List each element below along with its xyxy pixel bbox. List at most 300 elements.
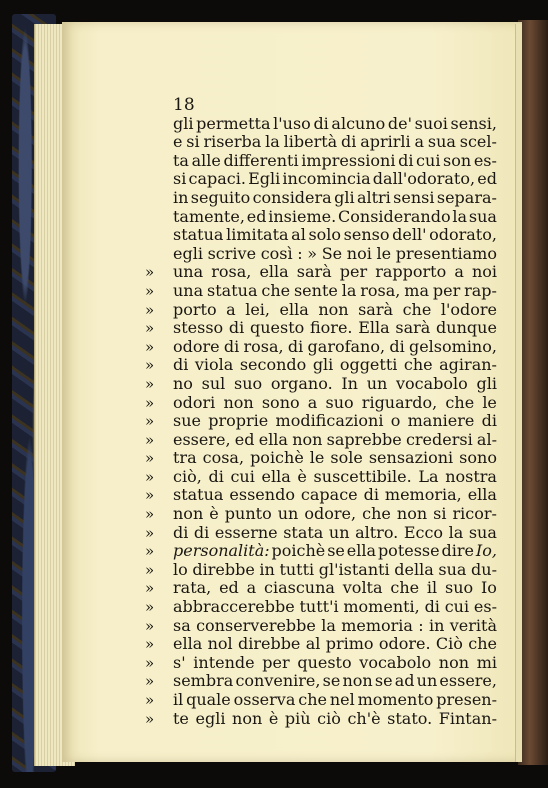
word: non — [292, 429, 323, 449]
word: Ecco — [403, 522, 444, 542]
quote-mark: » — [145, 560, 155, 579]
word: egli — [195, 708, 226, 728]
body-text — [145, 96, 497, 728]
word: intende — [193, 652, 255, 672]
word: solo — [308, 225, 342, 245]
text-line — [145, 690, 497, 710]
word: che — [390, 578, 420, 598]
word: aprirli — [360, 132, 411, 152]
word: punto — [224, 504, 272, 524]
word: riserba — [203, 132, 262, 152]
word: sarà — [358, 299, 394, 319]
word: non — [342, 671, 373, 691]
word: cui — [416, 150, 441, 170]
word: capaci. — [188, 169, 246, 189]
word: saprebbe — [326, 429, 402, 449]
word: di — [223, 336, 240, 356]
page-fore-edge — [515, 24, 522, 762]
word: rata, — [173, 578, 212, 598]
word: di — [481, 411, 497, 431]
word: un — [277, 504, 299, 524]
text-line — [145, 299, 497, 320]
word: tutti — [279, 559, 315, 579]
quote-mark: » — [145, 709, 155, 728]
word: Ella — [358, 318, 390, 338]
quote-mark: » — [145, 467, 155, 486]
word: se — [322, 671, 341, 691]
word: di — [173, 355, 189, 375]
word: non — [438, 652, 470, 672]
word: du- — [471, 559, 497, 579]
word: di — [398, 150, 414, 170]
word: non — [232, 708, 263, 728]
text-line — [173, 189, 497, 208]
word: es- — [473, 597, 497, 617]
word: un — [328, 522, 350, 542]
word: si — [433, 504, 447, 524]
word: primo — [325, 634, 374, 654]
word: limitata — [226, 225, 289, 245]
word: è — [209, 504, 219, 524]
word: s' — [173, 652, 186, 672]
word: es- — [473, 150, 497, 170]
word: ma — [404, 280, 429, 300]
text-line — [145, 504, 497, 524]
text-line — [173, 170, 497, 189]
quote-mark: » — [145, 523, 155, 542]
word: gl'istanti — [318, 559, 390, 579]
word: di — [228, 318, 245, 338]
word: sensi, — [450, 113, 497, 133]
word: Ciò — [435, 634, 463, 654]
word: ch'è — [347, 708, 381, 728]
word: di — [208, 466, 224, 486]
word: le — [482, 392, 497, 412]
word: questo — [249, 318, 305, 338]
word: non — [173, 504, 204, 524]
word: la — [341, 280, 357, 300]
word: esserne — [214, 522, 278, 542]
word: è — [297, 466, 307, 486]
word: suo — [233, 373, 263, 393]
text-line — [145, 634, 497, 654]
quote-mark: » — [145, 542, 155, 561]
text-line — [173, 115, 497, 134]
word: ta — [173, 150, 189, 170]
word: dire — [441, 541, 474, 561]
word: rapporto — [375, 262, 447, 282]
text-line — [145, 280, 497, 301]
word: una — [173, 262, 204, 282]
quote-mark: » — [145, 449, 155, 468]
word: sono — [261, 392, 300, 412]
word: che — [362, 504, 391, 524]
word: son — [443, 150, 472, 170]
word: ella — [467, 485, 497, 505]
word: suo — [444, 578, 474, 598]
word: viola — [194, 355, 234, 375]
word: momento — [357, 690, 434, 709]
word: che — [468, 634, 497, 654]
word: per — [262, 652, 290, 672]
word: senso — [343, 225, 390, 245]
word: convenire, — [235, 671, 321, 691]
word: Io — [480, 578, 497, 598]
word: lo — [173, 559, 188, 579]
word: sono — [459, 448, 497, 468]
word: al — [305, 634, 321, 654]
word: la — [452, 206, 468, 226]
word: la — [265, 132, 280, 152]
word: essere, — [173, 429, 231, 449]
word: noi — [471, 262, 497, 282]
word: porto — [173, 299, 217, 319]
word: sue — [173, 411, 201, 431]
word: capace — [300, 485, 358, 505]
word: scel- — [459, 132, 497, 152]
word: a — [307, 392, 318, 412]
word: volta — [342, 578, 383, 598]
text-line — [173, 226, 497, 245]
word: che — [261, 280, 291, 300]
word: nostra — [445, 466, 497, 486]
word: non — [223, 392, 254, 412]
word: il — [426, 578, 438, 598]
text-line — [145, 559, 497, 580]
word: di — [313, 113, 329, 133]
word: ella — [258, 429, 288, 449]
word: egli — [173, 243, 203, 263]
word: direbbe — [237, 634, 301, 654]
word: non — [396, 504, 428, 524]
word: Considerando — [338, 206, 451, 226]
word: sua — [438, 559, 467, 579]
word: di — [389, 336, 405, 356]
word: sa — [173, 615, 191, 635]
word: differenti — [223, 150, 299, 170]
text-line — [145, 615, 497, 636]
word: oggetti — [339, 355, 398, 375]
quote-mark: » — [145, 598, 155, 617]
word: al — [291, 225, 306, 245]
quote-mark: » — [145, 430, 155, 449]
text-line — [145, 411, 497, 431]
word: odore, — [304, 504, 357, 524]
word: l'odore — [440, 299, 497, 319]
quote-mark: » — [145, 281, 155, 300]
word: un — [366, 373, 388, 393]
word: ricor- — [452, 504, 497, 524]
word: si — [173, 169, 187, 189]
word: de' — [387, 113, 413, 133]
word: cosa, — [202, 448, 245, 468]
word: sente — [293, 280, 338, 300]
word: mi — [476, 652, 497, 672]
word: sembra — [173, 671, 234, 691]
quote-mark: » — [145, 356, 155, 375]
word: tutt'i — [299, 597, 339, 617]
text-line — [173, 133, 497, 152]
text-line — [145, 466, 497, 487]
word: noi — [346, 243, 372, 263]
word: questo — [297, 652, 352, 672]
word: alle — [191, 150, 221, 170]
word: potesse — [377, 541, 440, 561]
word: suo — [325, 392, 354, 412]
word: rap- — [464, 280, 497, 300]
word: lei, — [245, 299, 270, 319]
quote-mark: » — [145, 635, 155, 654]
word: dunque — [436, 318, 497, 338]
word: gli — [334, 187, 355, 207]
word: ella — [279, 299, 309, 319]
word: proprie — [208, 411, 269, 431]
word: tra — [173, 448, 197, 468]
word: di — [173, 522, 189, 542]
word: impressioni — [301, 150, 396, 170]
word: ella — [346, 541, 377, 561]
word: sarà — [395, 318, 431, 338]
word: la — [321, 615, 336, 635]
quote-mark: » — [145, 672, 155, 691]
word: un — [416, 671, 438, 691]
word: odori — [173, 392, 216, 412]
word: le — [376, 243, 392, 263]
word: più — [284, 708, 311, 728]
word: tamente, — [173, 206, 245, 226]
word: di — [193, 522, 210, 542]
word: è — [268, 708, 279, 728]
word: se — [374, 671, 393, 691]
quote-mark: » — [145, 337, 155, 356]
word: di — [341, 132, 357, 152]
text-line — [173, 96, 497, 115]
word: credersi — [405, 429, 473, 449]
word: gli — [173, 113, 194, 133]
word: poichè — [250, 448, 304, 468]
word: La — [418, 466, 439, 486]
text-line — [145, 318, 497, 338]
word: conserverebbe — [196, 615, 316, 635]
word: nel — [329, 690, 355, 709]
word: te — [173, 708, 189, 728]
word: : — [418, 615, 424, 635]
word: vocabolo — [396, 373, 468, 393]
word: al- — [476, 429, 497, 449]
word: sarà — [296, 262, 332, 282]
text-line — [145, 522, 497, 543]
word: modificazioni — [275, 411, 384, 431]
word: suscettibile. — [313, 466, 412, 486]
quote-mark: » — [145, 579, 155, 598]
word: odore — [173, 336, 220, 356]
word: a — [246, 578, 257, 598]
word: odore. — [378, 634, 431, 654]
word: in — [259, 559, 275, 579]
quote-mark: » — [145, 319, 155, 338]
word: altri — [356, 187, 391, 207]
word: altro. — [355, 522, 399, 542]
text-line — [173, 245, 497, 264]
word: insieme. — [268, 206, 337, 226]
quote-mark: » — [145, 616, 155, 635]
word: sua — [468, 206, 497, 226]
back-cover — [518, 20, 548, 765]
word: agiran- — [439, 355, 497, 375]
word: alcuno — [331, 113, 386, 133]
word: quale — [186, 690, 231, 709]
quote-mark: » — [145, 691, 155, 709]
word: la — [448, 522, 464, 542]
word: a — [454, 262, 464, 282]
text-line — [145, 597, 497, 617]
word: personalità: — [173, 541, 270, 561]
word: poichè — [271, 541, 326, 561]
word: vocabolo — [359, 652, 432, 672]
word: fiore. — [309, 318, 353, 338]
text-line — [145, 541, 497, 561]
word: libertà — [283, 132, 338, 152]
word: che — [298, 690, 327, 709]
word: a — [226, 299, 236, 319]
word: nol — [207, 634, 233, 654]
word: ella — [173, 634, 203, 654]
text-line — [145, 708, 497, 729]
word: della — [394, 559, 434, 579]
word: le — [309, 448, 325, 468]
word: Fintan- — [438, 708, 497, 728]
word: » — [307, 243, 318, 263]
word: rosa, — [243, 336, 284, 356]
text-line — [145, 578, 497, 598]
word: garofano, — [307, 336, 386, 356]
page-number: 18 — [173, 95, 195, 115]
word: essere, — [439, 671, 497, 691]
word: abbraccerebbe — [173, 597, 295, 617]
word: statua — [207, 280, 258, 300]
word: sensazioni — [368, 448, 454, 468]
word: riguardo, — [361, 392, 438, 412]
word: Io, — [475, 541, 497, 561]
word: ed — [219, 578, 239, 598]
word: rosa, — [360, 280, 401, 300]
text-line — [145, 392, 497, 413]
quote-mark: » — [145, 412, 155, 431]
word: il — [173, 690, 184, 709]
word: dall'odorato, — [372, 169, 476, 189]
word: per — [432, 280, 461, 300]
word: gelsomino, — [408, 336, 497, 356]
word: ed — [246, 206, 267, 226]
word: essendo — [229, 485, 295, 505]
word: verità — [449, 615, 497, 635]
quote-mark: » — [145, 653, 155, 672]
word: incomincia — [282, 169, 371, 189]
text-line — [145, 485, 497, 505]
word: memoria — [341, 615, 413, 635]
word: statua — [173, 225, 224, 245]
word: ed — [234, 429, 255, 449]
word: organo. — [270, 373, 333, 393]
word: sua — [427, 132, 456, 152]
text-line — [145, 652, 497, 673]
text-line — [145, 336, 497, 357]
word: maniere — [407, 411, 475, 431]
word: ciò, — [173, 466, 202, 486]
quote-mark: » — [145, 505, 155, 524]
word: in — [429, 615, 445, 635]
word: ella — [259, 262, 289, 282]
word: momenti, — [343, 597, 420, 617]
text-line — [145, 448, 497, 468]
word: dell' — [392, 225, 427, 245]
text-line — [145, 373, 497, 394]
word: memoria, — [384, 485, 462, 505]
text-line — [145, 355, 497, 375]
word: In — [341, 373, 358, 393]
quote-mark: » — [145, 300, 155, 319]
word: : — [297, 243, 303, 263]
word: ad — [394, 671, 415, 691]
word: direbbe — [192, 559, 255, 579]
word: statua — [173, 485, 224, 505]
word: osserva — [233, 690, 296, 709]
text-line — [173, 152, 497, 171]
word: cui — [444, 597, 470, 617]
word: secondo — [239, 355, 307, 375]
word: gli — [476, 373, 497, 393]
quote-mark: » — [145, 263, 155, 282]
word: si — [186, 132, 200, 152]
quote-mark: » — [145, 374, 155, 393]
word: di — [363, 485, 379, 505]
word: sensi — [393, 187, 435, 207]
word: e — [173, 132, 183, 152]
word: seguito — [190, 187, 251, 207]
word: stata — [283, 522, 324, 542]
text-line — [145, 262, 497, 282]
word: gli — [312, 355, 334, 375]
word: rosa, — [211, 262, 252, 282]
word: stato. — [387, 708, 433, 728]
word: presen- — [436, 690, 497, 709]
word: considera — [252, 187, 332, 207]
word: per — [339, 262, 368, 282]
word: sua — [468, 522, 497, 542]
word: di — [424, 597, 440, 617]
word: ciò — [317, 708, 341, 728]
word: sole — [330, 448, 363, 468]
word: o — [390, 411, 401, 431]
word: separa- — [436, 187, 497, 207]
word: che — [445, 392, 475, 412]
word: che — [402, 299, 432, 319]
word: permetta — [196, 113, 271, 133]
word: sul — [201, 373, 226, 393]
word: in — [173, 187, 189, 207]
word: ella — [261, 466, 291, 486]
word: no — [173, 373, 193, 393]
word: Egli — [248, 169, 281, 189]
word: stesso — [173, 318, 224, 338]
quote-mark: » — [145, 393, 155, 412]
text-line — [145, 671, 497, 691]
word: una — [173, 280, 204, 300]
word: a — [414, 132, 425, 152]
word: cui — [230, 466, 255, 486]
word: ciascuna — [264, 578, 335, 598]
word: così — [260, 243, 293, 263]
